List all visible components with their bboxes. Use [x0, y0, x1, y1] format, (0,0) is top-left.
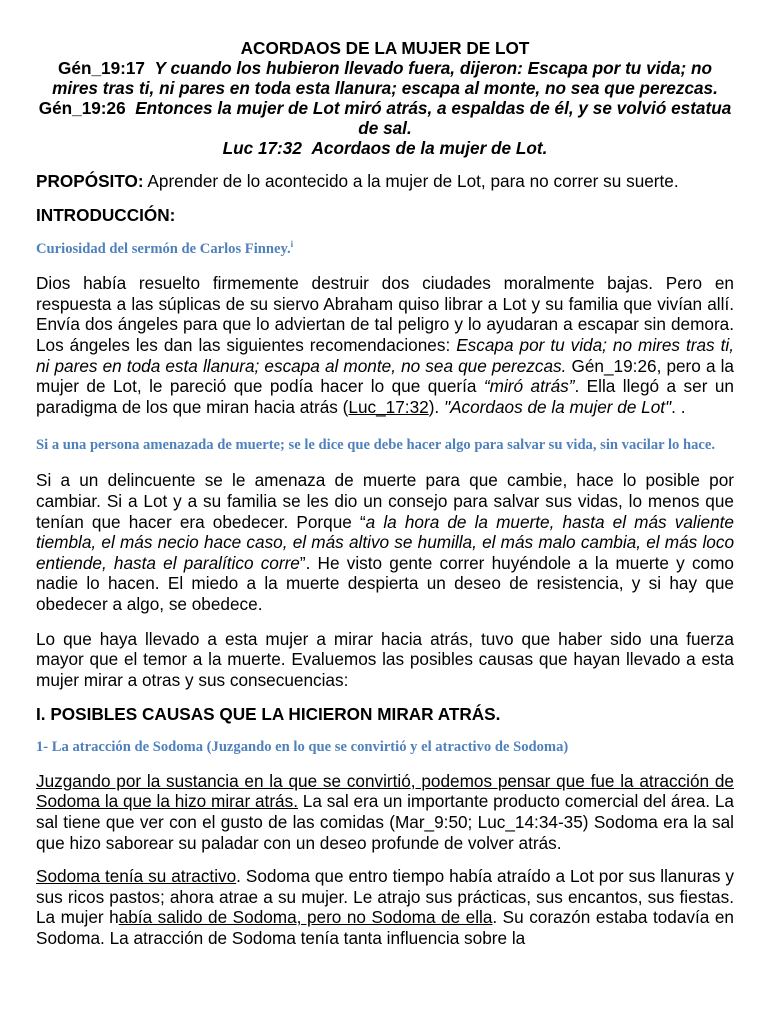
paragraph-threat: Si a un delincuente se le amenaza de muerte para que cambie, hace lo posible por cambiar. Si a Lot y a su familia se les dio un consejo para salvar sus vidas, lo menos que tenían que hacer era obedecer. Porque “a la hora de la muerte, hasta el más valiente tiembla, el más necio hace caso, el más altivo se humilla, el más malo cambia, el más loco entiende, hasta el paralítico corre”. He visto gente correr huyéndole a la muerte y como nadie lo hacen. El miedo a la muerte despierta un deseo de resistencia, y si hay que obedecer a algo, se obedece. — [36, 470, 734, 614]
section-heading-causes: I. POSIBLES CAUSAS QUE LA HICIERON MIRAR ATRÁS. — [36, 704, 501, 725]
verse-reference: Gén_19:26 — [38, 98, 126, 118]
verse-text: Entonces la mujer de Lot miró atrás, a espaldas de él, y se volvió estatua de sal. — [135, 98, 732, 138]
subheading-threatened: Si a una persona amenazada de muerte; se le dice que debe hacer algo para salvar su vida, sin vacilar lo hace. — [36, 437, 716, 454]
subheading-sodom-attraction: 1- La atracción de Sodoma (Juzgando en lo que se convirtió y el atractivo de Sodoma) — [36, 738, 569, 755]
verse-luke-17-32 — [36, 138, 734, 158]
paragraph-sodom-appeal: Sodoma tenía su atractivo. Sodoma que entro tiempo había atraído a Lot por sus llanuras y sus ricos pastos; ahora atrae a su mujer. Le atrajo sus prácticas, sus encantos, sus fiestas. La mujer había salido de Sodoma, pero no Sodoma de ella. Su corazón estaba todavía en Sodoma. La atracción de Sodoma tenía tanta influencia sobre la — [36, 866, 734, 949]
paragraph-salt: Juzgando por la sustancia en la que se convirtió, podemos pensar que fue la atracción de Sodoma la que la hizo mirar atrás. La sal era un importante producto comercial del área. La sal tiene que ver con el gusto de las comidas (Mar_9:50; Luc_14:34-35) Sodoma era la sal que hizo saborear su paladar con un deseo profunde de volver atrás. — [36, 770, 734, 853]
verse-genesis-19-17 — [36, 58, 734, 98]
verse-text: Acordaos de la mujer de Lot. — [311, 138, 548, 158]
verse-text: Y cuando los hubieron llevado fuera, dijeron: Escapa por tu vida; no mires tras ti, ni pares en toda esta llanura; escapa al monte, no sea que perezcas. — [52, 58, 718, 98]
footnote-marker[interactable]: i — [290, 239, 294, 250]
paragraph-greater-force: Lo que haya llevado a esta mujer a mirar hacia atrás, tuvo que haber sido una fuerza mayor que el temor a la muerte. Evaluemos las posibles causas que hayan llevado a esta mujer mirar a otras y sus consecuencias: — [36, 628, 734, 690]
subheading-finney: Curiosidad del sermón de Carlos Finney.$^i$ — [36, 239, 294, 258]
introduction-heading: INTRODUCCIÓN: — [36, 204, 176, 225]
paragraph-intro: Dios había resuelto firmemente destruir dos ciudades moralmente bajas. Pero en respuesta a las súplicas de su siervo Abraham quiso librar a Lot y su familia que vivían allí. Envía dos ángeles para que lo adviertan de tal peligro y lo ayudaran a escapar sin demora. Los ángeles les dan las siguientes recomendaciones: Escapa por tu vida; no mires tras ti, ni pares en toda esta llanura; escapa al monte, no sea que perezcas. Gén_19:26, pero a la mujer de Lot, le pareció que podía hacer lo que quería “miró atrás”. Ella llegó a ser un paradigma de los que miran hacia atrás (Luc_17:32). "Acordaos de la mujer de Lot". . — [36, 273, 734, 417]
verse-reference: Gén_19:17 — [58, 58, 145, 78]
scripture-link[interactable]: Luc_17:32 — [348, 396, 429, 417]
purpose-text: Aprender de lo acontecido a la mujer de Lot, para no correr su suerte. — [143, 171, 679, 191]
verse-genesis-19-26 — [36, 98, 734, 138]
document-title: ACORDAOS DE LA MUJER DE LOT — [240, 38, 530, 58]
purpose-paragraph — [36, 171, 734, 192]
verse-reference: Luc 17:32 — [222, 138, 302, 158]
document-header — [36, 38, 734, 158]
purpose-label: PROPÓSITO: — [36, 171, 144, 191]
